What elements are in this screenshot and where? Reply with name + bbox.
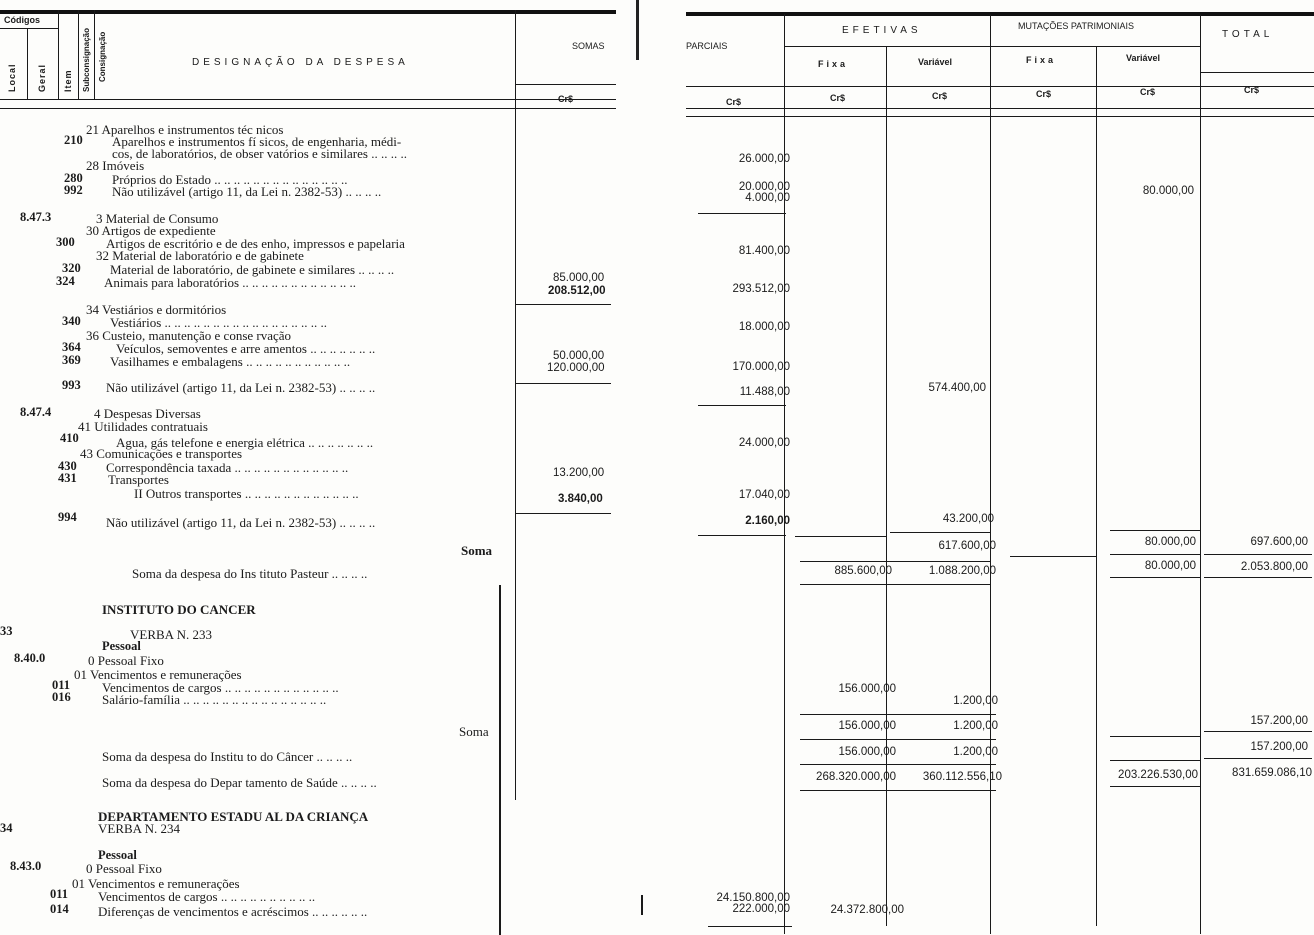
parcial-rule — [698, 535, 786, 536]
col-sep — [990, 14, 991, 934]
total-1: 697.600,00 — [1250, 536, 1308, 548]
code-994: 994 — [58, 510, 77, 524]
ef-var-4: 1.088.200,00 — [928, 565, 996, 577]
fixa-1-currency: Cr$ — [830, 93, 846, 103]
code-340: 340 — [62, 314, 81, 328]
somas-rule — [515, 304, 611, 305]
line-21: 21 Aparelhos e instrumentos téc nicos — [86, 122, 284, 137]
somas-rule — [515, 84, 616, 85]
ef-fix-rule — [795, 536, 886, 537]
ef-var-6: 1.200,00 — [953, 720, 998, 732]
right-header-bottom-rule-2 — [686, 116, 1314, 117]
code-014: 014 — [50, 902, 69, 916]
right-header-bottom-rule — [686, 108, 1314, 109]
mut-var-rule — [1110, 736, 1200, 737]
geral-label: Geral — [37, 63, 47, 92]
total-rule — [1204, 731, 1312, 732]
ef-var-rule — [890, 532, 990, 533]
col-sep — [27, 28, 28, 100]
line-4: 4 Despesas Diversas — [94, 406, 201, 421]
mut-var-rule — [1110, 760, 1200, 761]
parcial-8: 11.488,00 — [739, 386, 790, 398]
mut-var-rule — [1110, 786, 1200, 787]
code-431: 431 — [58, 471, 77, 485]
line-431b: II Outros transportes .. .. .. .. .. .. .. .. .. .. .. .. — [134, 486, 359, 501]
ef-rule — [800, 561, 990, 562]
line-340: Vestiários .. .. .. .. .. .. .. .. .. .. .. .. .. .. .. .. .. — [110, 315, 328, 330]
ef-rule — [800, 584, 990, 585]
parcial-5: 293.512,00 — [732, 283, 790, 295]
somas-currency: Cr$ — [558, 94, 574, 104]
total-rule — [1204, 577, 1312, 578]
parcial-2: 20.000,00 — [738, 181, 790, 193]
parciais-heading: PARCIAIS — [686, 41, 728, 51]
mut-var-3: 80.000,00 — [1144, 560, 1196, 572]
line-210b: cos, de laboratórios, de obser vatórios e similares .. .. .. .. — [112, 146, 407, 161]
soma-320: 85.000,00 — [553, 272, 605, 284]
line-410: Agua, gás telefone e energia elétrica .. .. .. .. .. .. .. — [116, 435, 374, 450]
ef-rule — [800, 739, 996, 740]
soma-label-2: Soma — [459, 724, 489, 739]
parcial-4: 81.400,00 — [738, 245, 790, 257]
parcial-12: 24.150.800,00 — [716, 892, 790, 904]
line-992: Não utilizável (artigo 11, da Lei n. 2382-53) .. .. .. .. — [112, 184, 382, 199]
total-5: 831.659.086,10 — [1232, 767, 1312, 779]
line-210a: Aparelhos e instrumentos fí sicos, de engenharia, médi- — [112, 134, 402, 149]
parcial-rule — [698, 213, 786, 214]
code-34: 34 — [0, 821, 13, 835]
parcial-10: 17.040,00 — [738, 489, 790, 501]
parcial-7: 170.000,00 — [732, 361, 790, 373]
fixa-2-currency: Cr$ — [1036, 89, 1052, 99]
code-324: 324 — [56, 274, 75, 288]
soma-431: 3.840,00 — [558, 493, 603, 505]
parcial-rule — [708, 926, 792, 927]
parciais-currency: Cr$ — [726, 97, 742, 107]
mut-var-rule — [1110, 577, 1200, 578]
somas-col-sep — [515, 10, 516, 800]
verba-233: VERBA N. 233 — [130, 627, 212, 642]
parcial-1: 26.000,00 — [738, 153, 790, 165]
line-43: 43 Comunicações e transportes — [80, 446, 243, 461]
mutacoes-heading: MUTAÇÕES PATRIMONIAIS — [1018, 21, 1135, 31]
mut-var-2: 80.000,00 — [1144, 536, 1196, 548]
line-430: Correspondência taxada .. .. .. .. .. .. .. .. .. .. .. .. — [106, 460, 349, 475]
right-sub-rule — [784, 46, 1200, 47]
gutter-mark — [641, 895, 643, 915]
somas-rule — [515, 513, 611, 514]
ef-var-8: 360.112.556,10 — [922, 771, 1002, 783]
soma-pasteur: Soma da despesa do Ins tituto Pasteur .. .. .. .. — [132, 566, 368, 581]
code-210: 210 — [64, 133, 83, 147]
ef-rule — [800, 714, 996, 715]
line-41: 41 Utilidades contratuais — [78, 419, 208, 434]
ef-rule — [800, 764, 996, 765]
parcial-13: 222.000,00 — [732, 903, 790, 915]
total-sub-rule — [1200, 72, 1314, 73]
code-011b: 011 — [50, 887, 69, 901]
ef-fix-4: 156.000,00 — [838, 746, 896, 758]
ef-fix-2: 156.000,00 — [838, 683, 896, 695]
item-label: Item — [63, 69, 73, 92]
total-rule — [1204, 554, 1312, 555]
mut-fix-rule — [1010, 556, 1096, 557]
parcial-9: 24.000,00 — [738, 437, 790, 449]
line-364: Veículos, semoventes e arre amentos .. .. .. .. .. .. .. — [116, 341, 376, 356]
soma-cancer: Soma da despesa do Institu to do Câncer .. .. .. .. — [102, 749, 353, 764]
parcial-11: 2.160,00 — [745, 515, 790, 527]
subconsignacao-label: Subconsignação — [82, 27, 91, 92]
total-currency: Cr$ — [1244, 85, 1260, 95]
line-016: Salário-família .. .. .. .. .. .. .. .. .. .. .. .. .. .. .. — [102, 692, 327, 707]
ef-var-7: 1.200,00 — [953, 746, 998, 758]
soma-label-1: Soma — [461, 543, 493, 558]
mut-var-1: 80.000,00 — [1142, 185, 1194, 197]
mut-var-4: 203.226.530,00 — [1118, 769, 1198, 781]
ef-fix-3: 156.000,00 — [838, 720, 896, 732]
soma-saude: Soma da despesa do Depar tamento de Saúde .. .. .. .. — [102, 775, 377, 790]
total-rule — [1204, 758, 1312, 759]
code-016: 016 — [52, 690, 71, 704]
variavel-1-heading: Variável — [918, 57, 953, 67]
codigos-label: Códigos — [4, 15, 40, 25]
code-320: 320 — [62, 261, 81, 275]
col-sep — [784, 14, 785, 934]
code-993: 993 — [62, 378, 81, 392]
line-320: Material de laboratório, de gabinete e similares .. .. .. .. — [110, 262, 395, 277]
variavel-1-currency: Cr$ — [932, 91, 948, 101]
header-bottom-rule — [0, 99, 616, 100]
efetivas-heading: EFETIVAS — [842, 25, 922, 36]
header-top-rule — [0, 10, 616, 14]
parcial-rule — [698, 405, 786, 406]
codigos-rule — [0, 28, 58, 29]
somas-rule — [515, 383, 611, 384]
line-011b: Vencimentos de cargos .. .. .. .. .. .. .. .. .. .. — [98, 889, 316, 904]
code-992: 992 — [64, 183, 83, 197]
line-011a: Vencimentos de cargos .. .. .. .. .. .. .. .. .. .. .. .. — [102, 680, 339, 695]
ef-fix-6: 24.372.800,00 — [830, 904, 904, 916]
ef-var-1: 574.400,00 — [928, 382, 986, 394]
soma-364: 50.000,00 — [553, 350, 605, 362]
col-sep — [78, 10, 79, 100]
line-324: Animais para laboratórios .. .. .. .. .. .. .. .. .. .. .. .. — [104, 275, 357, 290]
ef-fix-1: 885.600,00 — [834, 565, 892, 577]
departamento-title: DEPARTAMENTO ESTADU AL DA CRIANÇA — [98, 809, 369, 824]
fixa-1-heading: Fixa — [818, 59, 849, 69]
line-280: Próprios do Estado .. .. .. .. .. .. .. .. .. .. .. .. .. .. — [112, 172, 348, 187]
variavel-2-heading: Variável — [1126, 53, 1161, 63]
pessoal-1: Pessoal — [102, 639, 141, 653]
line-369: Vasilhames e embalagens .. .. .. .. .. .. .. .. .. .. .. — [110, 354, 351, 369]
consignacao-label: Consignação — [98, 31, 107, 82]
total-heading: TOTAL — [1222, 29, 1274, 40]
code-33: 33 — [0, 624, 13, 638]
col-sep — [94, 10, 95, 100]
vencimentos-1: 01 Vencimentos e remunerações — [74, 667, 242, 682]
code-300: 300 — [56, 235, 75, 249]
soma-324: 208.512,00 — [548, 285, 606, 297]
line-014: Diferenças de vencimentos e acréscimos .. .. .. .. .. .. — [98, 904, 368, 919]
left-margin-rule — [499, 585, 501, 935]
code-430: 430 — [58, 459, 77, 473]
line-300: Artigos de escritório e de des enho, impressos e papelaria — [106, 236, 405, 251]
soma-369: 120.000,00 — [547, 362, 605, 374]
total-3: 157.200,00 — [1250, 715, 1308, 727]
col-sep — [1200, 14, 1201, 934]
code-280: 280 — [64, 171, 83, 185]
code-410: 410 — [60, 431, 79, 445]
code-364: 364 — [62, 340, 81, 354]
line-30: 30 Artigos de expediente — [86, 223, 216, 238]
col-sep — [58, 10, 59, 100]
line-431: Transportes — [108, 472, 169, 487]
col-sep — [886, 46, 887, 926]
ef-var-3: 617.600,00 — [938, 540, 996, 552]
line-994: Não utilizável (artigo 11, da Lei n. 2382-53) .. .. .. .. — [106, 515, 376, 530]
total-2: 2.053.800,00 — [1240, 561, 1308, 573]
somas-heading: SOMAS — [572, 41, 605, 51]
ef-fix-5: 268.320.000,00 — [816, 771, 896, 783]
group-8473: 8.47.3 — [20, 210, 52, 224]
parcial-3: 4.000,00 — [745, 192, 790, 204]
group-8430: 8.43.0 — [10, 859, 42, 873]
code-369: 369 — [62, 353, 81, 367]
ef-rule — [800, 790, 996, 791]
group-8400: 8.40.0 — [14, 651, 46, 665]
right-cur-rule — [686, 86, 1314, 87]
line-3: 3 Material de Consumo — [96, 211, 219, 226]
fixa-2-heading: Fixa — [1026, 55, 1057, 65]
right-header-top-rule — [686, 12, 1314, 16]
instituto-cancer-title: INSTITUTO DO CANCER — [102, 602, 256, 617]
line-32: 32 Material de laboratório e de gabinete — [96, 248, 304, 263]
col-sep — [1096, 46, 1097, 926]
line-34: 34 Vestiários e dormitórios — [86, 302, 227, 317]
mut-var-rule — [1110, 530, 1200, 531]
line-36: 36 Custeio, manutenção e conse rvação — [86, 328, 292, 343]
vencimentos-2: 01 Vencimentos e remunerações — [72, 876, 240, 891]
verba-234: VERBA N. 234 — [98, 821, 180, 836]
pessoal-2: Pessoal — [98, 848, 137, 862]
local-label: Local — [7, 63, 17, 92]
code-011a: 011 — [52, 678, 71, 692]
header-bottom-rule-2 — [0, 108, 616, 109]
page-gutter — [636, 0, 639, 60]
ef-var-5: 1.200,00 — [953, 695, 998, 707]
total-4: 157.200,00 — [1250, 741, 1308, 753]
group-8474: 8.47.4 — [20, 405, 52, 419]
parcial-6: 18.000,00 — [738, 321, 790, 333]
variavel-2-currency: Cr$ — [1140, 87, 1156, 97]
designacao-heading: DESIGNAÇÃO DA DESPESA — [192, 57, 409, 68]
line-28: 28 Imóveis — [86, 158, 145, 173]
pessoal-fixo-1: 0 Pessoal Fixo — [88, 653, 164, 668]
line-993: Não utilizável (artigo 11, da Lei n. 2382-53) .. .. .. .. — [106, 380, 376, 395]
pessoal-fixo-2: 0 Pessoal Fixo — [86, 861, 162, 876]
ef-var-2: 43.200,00 — [942, 513, 994, 525]
mut-var-rule — [1110, 554, 1200, 555]
soma-430: 13.200,00 — [553, 467, 605, 479]
